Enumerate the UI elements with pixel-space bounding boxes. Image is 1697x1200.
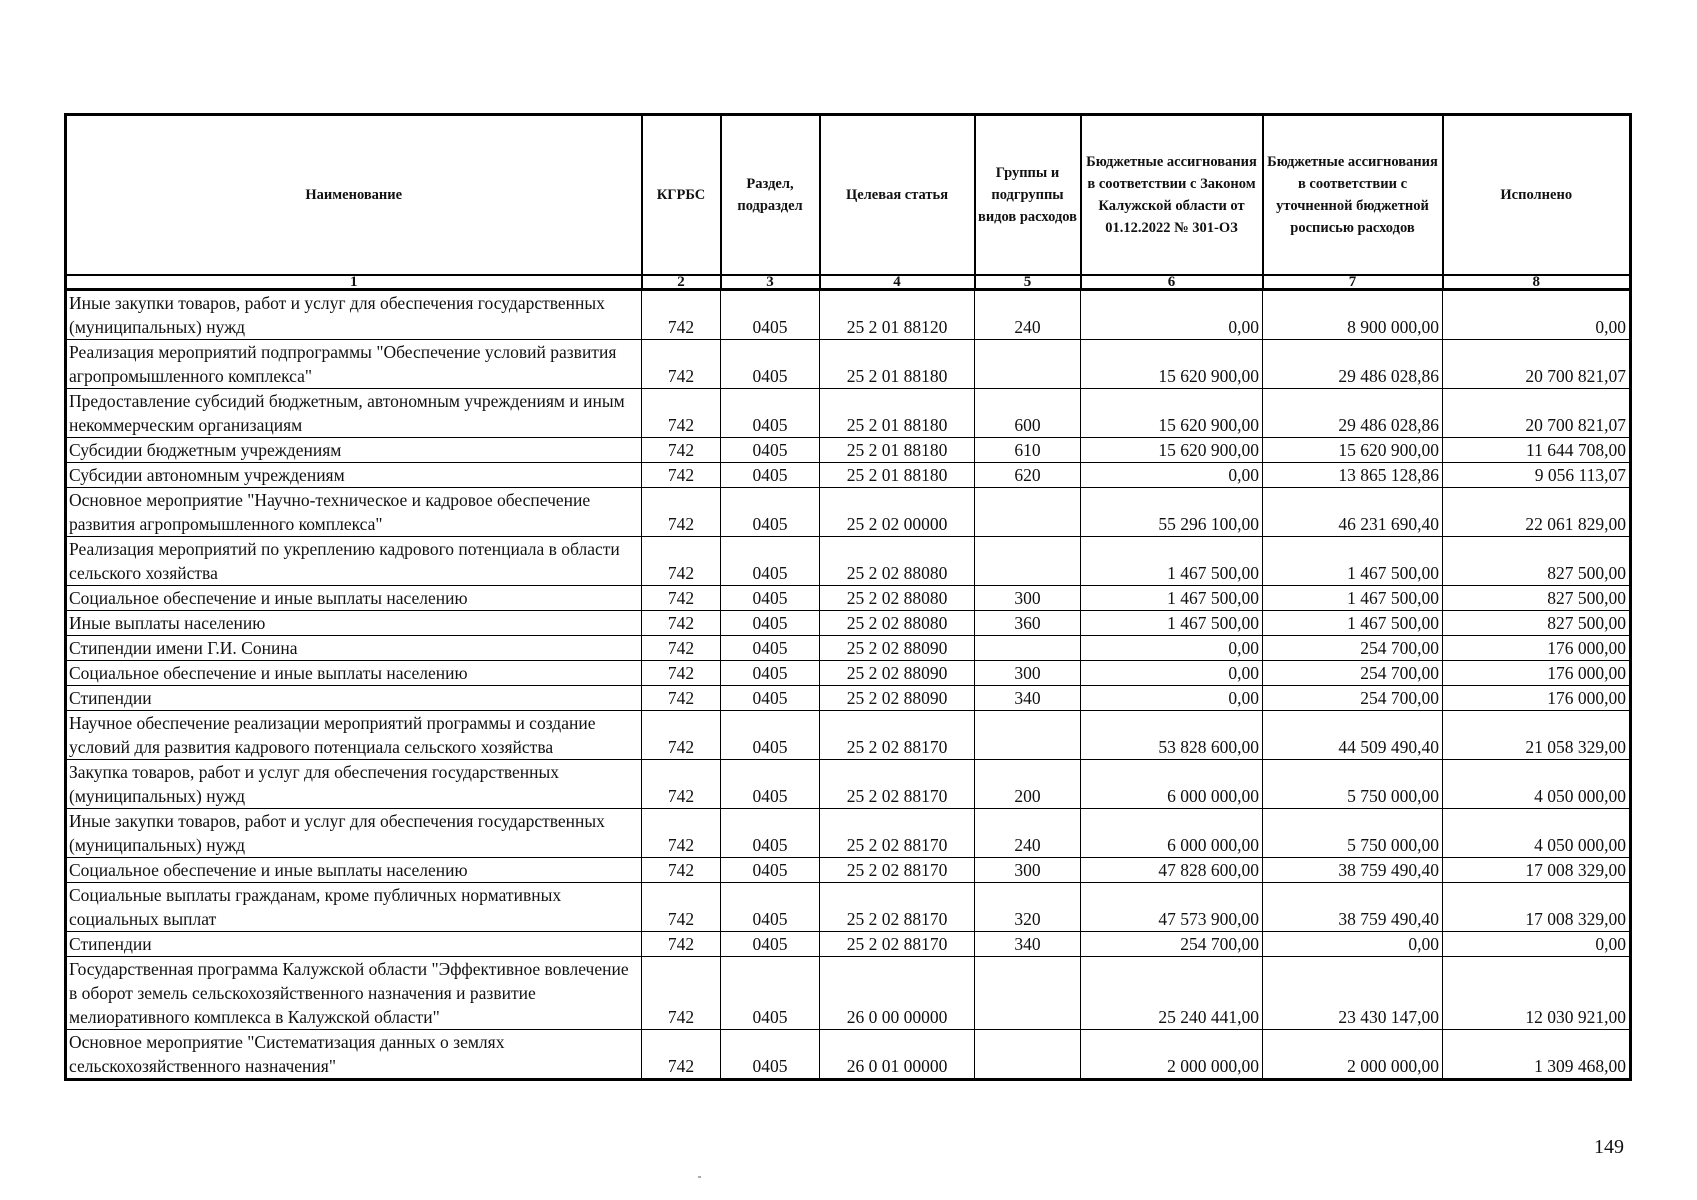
cell-section: 0405	[721, 957, 820, 1030]
cell-target-article: 25 2 02 88170	[820, 809, 975, 858]
cell-revised-allocation: 5 750 000,00	[1263, 809, 1443, 858]
cell-law-allocation: 0,00	[1081, 463, 1263, 488]
table-row	[66, 463, 1631, 488]
cell-target-article: 25 2 01 88180	[820, 389, 975, 438]
cell-executed: 12 030 921,00	[1443, 957, 1631, 1030]
cell-law-allocation: 0,00	[1081, 290, 1263, 340]
cell-section: 0405	[721, 686, 820, 711]
cell-executed: 827 500,00	[1443, 537, 1631, 586]
cell-kgrbs: 742	[642, 858, 721, 883]
cell-section: 0405	[721, 488, 820, 537]
table-row	[66, 290, 1631, 340]
cell-kgrbs: 742	[642, 389, 721, 438]
cell-expense-group: 620	[975, 463, 1081, 488]
table-row	[66, 661, 1631, 686]
cell-executed: 0,00	[1443, 290, 1631, 340]
cell-law-allocation: 55 296 100,00	[1081, 488, 1263, 537]
cell-law-allocation: 47 573 900,00	[1081, 883, 1263, 932]
cell-law-allocation: 254 700,00	[1081, 932, 1263, 957]
cell-expense-group: 340	[975, 932, 1081, 957]
cell-target-article: 25 2 02 88170	[820, 932, 975, 957]
cell-executed: 21 058 329,00	[1443, 711, 1631, 760]
cell-revised-allocation: 2 000 000,00	[1263, 1030, 1443, 1080]
cell-name: Стипендии	[66, 686, 642, 711]
cell-executed: 20 700 821,07	[1443, 340, 1631, 389]
cell-executed: 176 000,00	[1443, 661, 1631, 686]
cell-name: Субсидии автономным учреждениям	[66, 463, 642, 488]
cell-kgrbs: 742	[642, 760, 721, 809]
cell-expense-group: 360	[975, 611, 1081, 636]
cell-target-article: 25 2 01 88180	[820, 438, 975, 463]
scan-speck	[698, 1176, 701, 1178]
cell-section: 0405	[721, 636, 820, 661]
cell-name: Иные выплаты населению	[66, 611, 642, 636]
cell-law-allocation: 15 620 900,00	[1081, 389, 1263, 438]
header-executed: Исполнено	[1443, 115, 1631, 276]
cell-target-article: 26 0 01 00000	[820, 1030, 975, 1080]
cell-name: Научное обеспечение реализации мероприятий программы и создание условий для развития кадрового потенциала сельского хозяйства	[66, 711, 642, 760]
cell-revised-allocation: 5 750 000,00	[1263, 760, 1443, 809]
cell-kgrbs: 742	[642, 957, 721, 1030]
table-row	[66, 883, 1631, 932]
cell-kgrbs: 742	[642, 290, 721, 340]
cell-executed: 9 056 113,07	[1443, 463, 1631, 488]
column-number: 7	[1263, 275, 1443, 290]
cell-target-article: 25 2 02 88170	[820, 858, 975, 883]
cell-kgrbs: 742	[642, 686, 721, 711]
cell-kgrbs: 742	[642, 932, 721, 957]
cell-revised-allocation: 8 900 000,00	[1263, 290, 1443, 340]
cell-section: 0405	[721, 1030, 820, 1080]
cell-revised-allocation: 254 700,00	[1263, 686, 1443, 711]
cell-law-allocation: 47 828 600,00	[1081, 858, 1263, 883]
cell-expense-group: 300	[975, 586, 1081, 611]
cell-revised-allocation: 29 486 028,86	[1263, 389, 1443, 438]
cell-executed: 1 309 468,00	[1443, 1030, 1631, 1080]
cell-expense-group: 200	[975, 760, 1081, 809]
column-number: 3	[721, 275, 820, 290]
cell-target-article: 25 2 02 88080	[820, 537, 975, 586]
cell-expense-group	[975, 488, 1081, 537]
cell-law-allocation: 6 000 000,00	[1081, 760, 1263, 809]
cell-section: 0405	[721, 340, 820, 389]
cell-section: 0405	[721, 438, 820, 463]
cell-name: Социальное обеспечение и иные выплаты населению	[66, 661, 642, 686]
cell-kgrbs: 742	[642, 463, 721, 488]
cell-name: Реализация мероприятий подпрограммы "Обеспечение условий развития агропромышленного комплекса"	[66, 340, 642, 389]
cell-executed: 827 500,00	[1443, 611, 1631, 636]
cell-kgrbs: 742	[642, 636, 721, 661]
cell-name: Закупка товаров, работ и услуг для обеспечения государственных (муниципальных) нужд	[66, 760, 642, 809]
cell-expense-group: 300	[975, 858, 1081, 883]
cell-executed: 11 644 708,00	[1443, 438, 1631, 463]
column-number: 4	[820, 275, 975, 290]
table-row	[66, 389, 1631, 438]
table-body	[66, 290, 1631, 1080]
table-row	[66, 932, 1631, 957]
cell-revised-allocation: 1 467 500,00	[1263, 611, 1443, 636]
cell-kgrbs: 742	[642, 340, 721, 389]
cell-law-allocation: 6 000 000,00	[1081, 809, 1263, 858]
table-row	[66, 1030, 1631, 1080]
cell-executed: 827 500,00	[1443, 586, 1631, 611]
cell-law-allocation: 1 467 500,00	[1081, 586, 1263, 611]
cell-revised-allocation: 44 509 490,40	[1263, 711, 1443, 760]
cell-law-allocation: 0,00	[1081, 636, 1263, 661]
header-kgrbs: КГРБС	[642, 115, 721, 276]
header-target-article: Целевая статья	[820, 115, 975, 276]
cell-revised-allocation: 254 700,00	[1263, 661, 1443, 686]
cell-law-allocation: 15 620 900,00	[1081, 438, 1263, 463]
table-row	[66, 438, 1631, 463]
cell-section: 0405	[721, 711, 820, 760]
page-number: 149	[1594, 1136, 1624, 1158]
cell-target-article: 26 0 00 00000	[820, 957, 975, 1030]
cell-revised-allocation: 1 467 500,00	[1263, 586, 1443, 611]
cell-section: 0405	[721, 932, 820, 957]
cell-executed: 17 008 329,00	[1443, 883, 1631, 932]
table-row	[66, 636, 1631, 661]
cell-revised-allocation: 254 700,00	[1263, 636, 1443, 661]
cell-target-article: 25 2 02 88080	[820, 586, 975, 611]
budget-table-sheet	[64, 113, 1629, 1081]
cell-law-allocation: 0,00	[1081, 686, 1263, 711]
cell-revised-allocation: 38 759 490,40	[1263, 883, 1443, 932]
cell-expense-group	[975, 636, 1081, 661]
cell-kgrbs: 742	[642, 883, 721, 932]
cell-expense-group	[975, 957, 1081, 1030]
cell-target-article: 25 2 02 88170	[820, 711, 975, 760]
cell-executed: 20 700 821,07	[1443, 389, 1631, 438]
cell-expense-group: 300	[975, 661, 1081, 686]
cell-section: 0405	[721, 760, 820, 809]
cell-section: 0405	[721, 389, 820, 438]
cell-name: Социальное обеспечение и иные выплаты населению	[66, 858, 642, 883]
header-expense-groups: Группы и подгруппы видов расходов	[975, 115, 1081, 276]
cell-name: Основное мероприятие "Систематизация данных о землях сельскохозяйственного назначения"	[66, 1030, 642, 1080]
cell-name: Субсидии бюджетным учреждениям	[66, 438, 642, 463]
cell-name: Государственная программа Калужской области "Эффективное вовлечение в оборот земель сельскохозяйственного назначения и развитие мелиоративного комплекса в Калужской области"	[66, 957, 642, 1030]
cell-kgrbs: 742	[642, 586, 721, 611]
cell-kgrbs: 742	[642, 661, 721, 686]
cell-expense-group	[975, 1030, 1081, 1080]
cell-expense-group: 240	[975, 290, 1081, 340]
cell-revised-allocation: 38 759 490,40	[1263, 858, 1443, 883]
cell-executed: 17 008 329,00	[1443, 858, 1631, 883]
table-row	[66, 586, 1631, 611]
cell-kgrbs: 742	[642, 611, 721, 636]
budget-table	[64, 113, 1632, 1081]
table-row	[66, 858, 1631, 883]
cell-law-allocation: 15 620 900,00	[1081, 340, 1263, 389]
cell-name: Основное мероприятие "Научно-техническое и кадровое обеспечение развития агропромышленного комплекса"	[66, 488, 642, 537]
cell-target-article: 25 2 02 88090	[820, 686, 975, 711]
cell-target-article: 25 2 02 88080	[820, 611, 975, 636]
cell-section: 0405	[721, 611, 820, 636]
cell-revised-allocation: 13 865 128,86	[1263, 463, 1443, 488]
cell-revised-allocation: 46 231 690,40	[1263, 488, 1443, 537]
header-row	[66, 115, 1631, 276]
cell-section: 0405	[721, 883, 820, 932]
cell-revised-allocation: 29 486 028,86	[1263, 340, 1443, 389]
cell-executed: 4 050 000,00	[1443, 760, 1631, 809]
cell-section: 0405	[721, 586, 820, 611]
cell-target-article: 25 2 01 88120	[820, 290, 975, 340]
cell-section: 0405	[721, 537, 820, 586]
cell-executed: 4 050 000,00	[1443, 809, 1631, 858]
cell-revised-allocation: 15 620 900,00	[1263, 438, 1443, 463]
cell-section: 0405	[721, 290, 820, 340]
cell-target-article: 25 2 02 88090	[820, 661, 975, 686]
table-row	[66, 686, 1631, 711]
cell-executed: 0,00	[1443, 932, 1631, 957]
table-row	[66, 957, 1631, 1030]
cell-name: Иные закупки товаров, работ и услуг для обеспечения государственных (муниципальных) нужд	[66, 290, 642, 340]
table-row	[66, 488, 1631, 537]
cell-law-allocation: 1 467 500,00	[1081, 537, 1263, 586]
cell-section: 0405	[721, 809, 820, 858]
cell-kgrbs: 742	[642, 711, 721, 760]
cell-name: Иные закупки товаров, работ и услуг для обеспечения государственных (муниципальных) нужд	[66, 809, 642, 858]
cell-executed: 176 000,00	[1443, 636, 1631, 661]
column-number: 5	[975, 275, 1081, 290]
header-name: Наименование	[66, 115, 642, 276]
cell-kgrbs: 742	[642, 488, 721, 537]
cell-target-article: 25 2 02 88170	[820, 883, 975, 932]
cell-revised-allocation: 1 467 500,00	[1263, 537, 1443, 586]
table-row	[66, 760, 1631, 809]
cell-law-allocation: 25 240 441,00	[1081, 957, 1263, 1030]
cell-kgrbs: 742	[642, 537, 721, 586]
cell-kgrbs: 742	[642, 1030, 721, 1080]
cell-kgrbs: 742	[642, 438, 721, 463]
cell-target-article: 25 2 02 00000	[820, 488, 975, 537]
cell-name: Социальное обеспечение и иные выплаты населению	[66, 586, 642, 611]
table-row	[66, 711, 1631, 760]
cell-name: Социальные выплаты гражданам, кроме публичных нормативных социальных выплат	[66, 883, 642, 932]
cell-name: Стипендии	[66, 932, 642, 957]
cell-expense-group	[975, 340, 1081, 389]
header-revised-allocations: Бюджетные ассигнования в соответствии с уточненной бюджетной росписью расходов	[1263, 115, 1443, 276]
cell-kgrbs: 742	[642, 809, 721, 858]
column-number: 1	[66, 275, 642, 290]
cell-target-article: 25 2 02 88090	[820, 636, 975, 661]
table-row	[66, 611, 1631, 636]
header-section: Раздел, подраздел	[721, 115, 820, 276]
cell-executed: 176 000,00	[1443, 686, 1631, 711]
cell-name: Стипендии имени Г.И. Сонина	[66, 636, 642, 661]
cell-target-article: 25 2 01 88180	[820, 463, 975, 488]
cell-section: 0405	[721, 661, 820, 686]
column-number: 6	[1081, 275, 1263, 290]
cell-expense-group: 610	[975, 438, 1081, 463]
cell-expense-group: 340	[975, 686, 1081, 711]
cell-law-allocation: 1 467 500,00	[1081, 611, 1263, 636]
cell-expense-group: 320	[975, 883, 1081, 932]
cell-target-article: 25 2 01 88180	[820, 340, 975, 389]
column-number: 2	[642, 275, 721, 290]
table-row	[66, 340, 1631, 389]
header-law-allocations: Бюджетные ассигнования в соответствии с Законом Калужской области от 01.12.2022 № 301-ОЗ	[1081, 115, 1263, 276]
cell-section: 0405	[721, 463, 820, 488]
cell-revised-allocation: 0,00	[1263, 932, 1443, 957]
cell-section: 0405	[721, 858, 820, 883]
cell-name: Реализация мероприятий по укреплению кадрового потенциала в области сельского хозяйства	[66, 537, 642, 586]
cell-law-allocation: 2 000 000,00	[1081, 1030, 1263, 1080]
column-number-row	[66, 275, 1631, 290]
cell-executed: 22 061 829,00	[1443, 488, 1631, 537]
cell-revised-allocation: 23 430 147,00	[1263, 957, 1443, 1030]
cell-name: Предоставление субсидий бюджетным, автономным учреждениям и иным некоммерческим организациям	[66, 389, 642, 438]
cell-expense-group: 240	[975, 809, 1081, 858]
cell-expense-group	[975, 537, 1081, 586]
cell-target-article: 25 2 02 88170	[820, 760, 975, 809]
column-number: 8	[1443, 275, 1631, 290]
cell-expense-group: 600	[975, 389, 1081, 438]
table-row	[66, 537, 1631, 586]
cell-expense-group	[975, 711, 1081, 760]
cell-law-allocation: 0,00	[1081, 661, 1263, 686]
cell-law-allocation: 53 828 600,00	[1081, 711, 1263, 760]
table-row	[66, 809, 1631, 858]
